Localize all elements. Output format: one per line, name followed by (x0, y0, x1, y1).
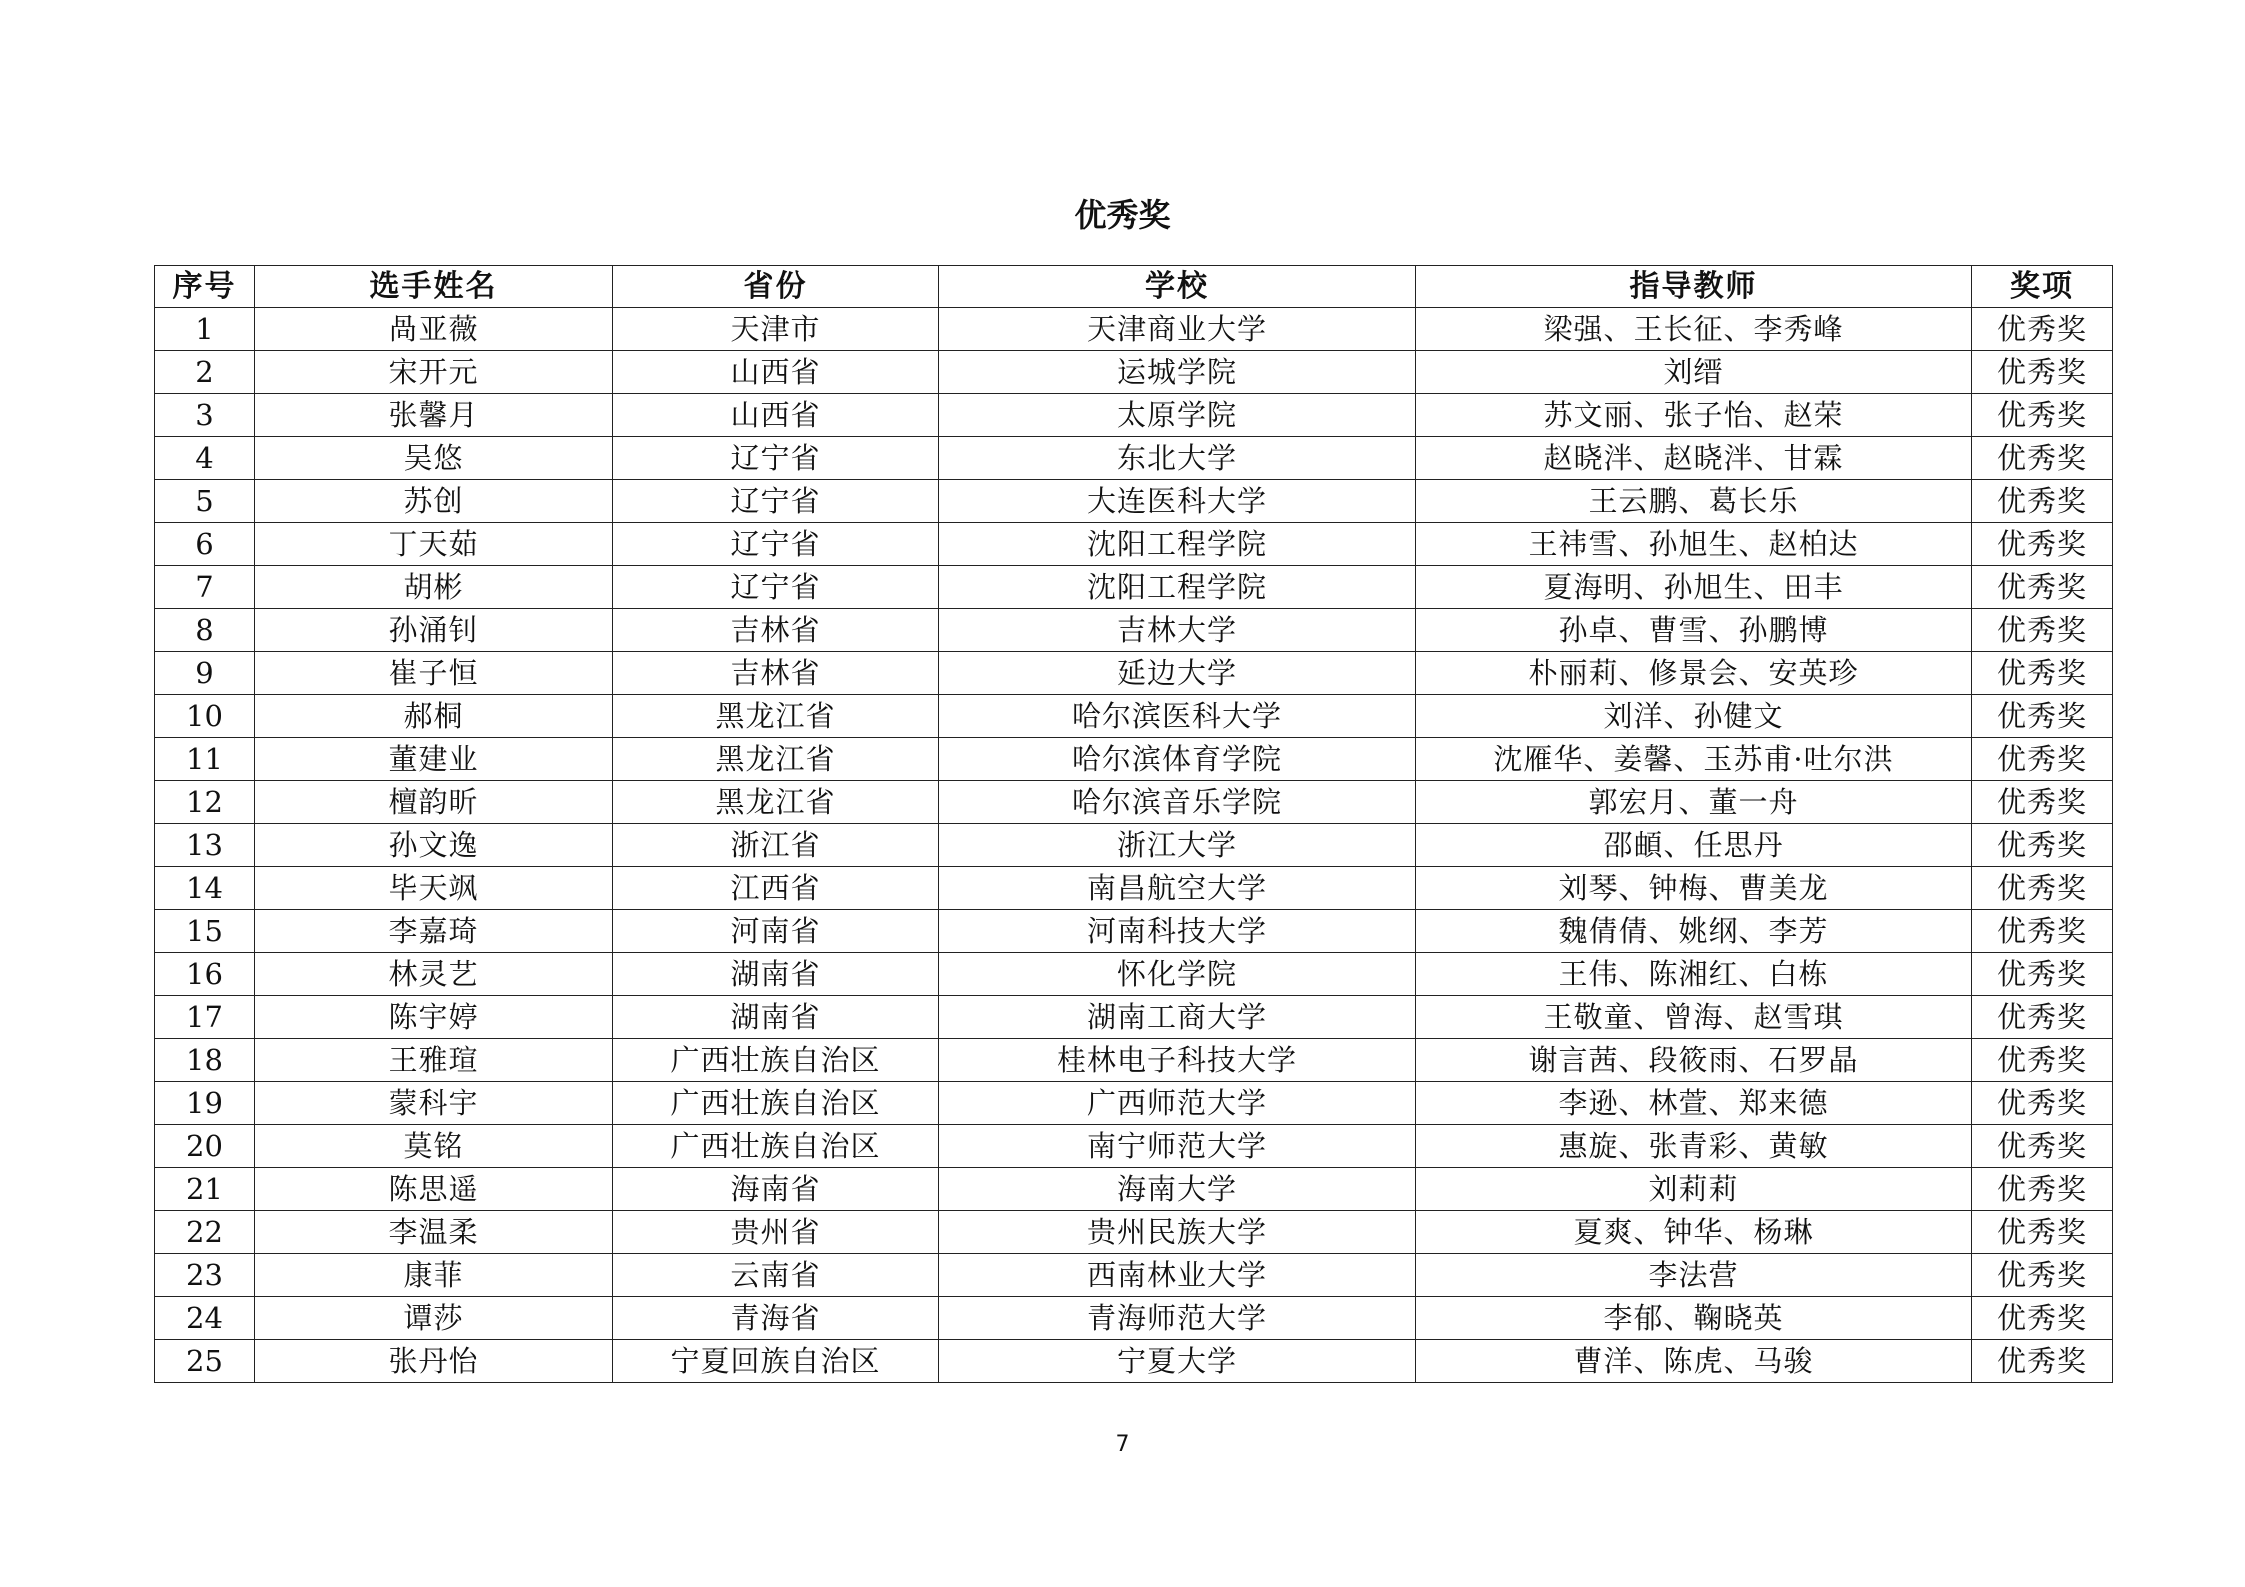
table-row (155, 1340, 2113, 1383)
contestant-name-cell: 张丹怡 (255, 1340, 613, 1383)
instructor-cell: 刘洋、孙健文 (1416, 695, 1972, 738)
province-cell: 吉林省 (613, 609, 939, 652)
table-row (155, 996, 2113, 1039)
table-row (155, 652, 2113, 695)
school-cell: 青海师范大学 (939, 1297, 1416, 1340)
instructor-cell: 夏爽、钟华、杨琳 (1416, 1211, 1972, 1254)
instructor-cell: 刘莉莉 (1416, 1168, 1972, 1211)
table-row (155, 609, 2113, 652)
province-cell: 海南省 (613, 1168, 939, 1211)
serial-number-cell: 7 (155, 566, 255, 609)
instructor-cell: 谢言茜、段筱雨、石罗晶 (1416, 1039, 1972, 1082)
serial-number-cell: 11 (155, 738, 255, 781)
province-cell: 辽宁省 (613, 566, 939, 609)
province-cell: 山西省 (613, 351, 939, 394)
instructor-cell: 魏倩倩、姚纲、李芳 (1416, 910, 1972, 953)
contestant-name-cell: 林灵艺 (255, 953, 613, 996)
table-row (155, 1297, 2113, 1340)
award-cell: 优秀奖 (1972, 1039, 2113, 1082)
contestant-name-cell: 崔子恒 (255, 652, 613, 695)
instructor-cell: 王云鹏、葛长乐 (1416, 480, 1972, 523)
award-cell: 优秀奖 (1972, 652, 2113, 695)
header-serial-number: 序号 (155, 266, 255, 308)
award-cell: 优秀奖 (1972, 1211, 2113, 1254)
serial-number-cell: 18 (155, 1039, 255, 1082)
table-row (155, 910, 2113, 953)
instructor-cell: 夏海明、孙旭生、田丰 (1416, 566, 1972, 609)
instructor-cell: 朴丽莉、修景会、安英珍 (1416, 652, 1972, 695)
table-row (155, 1211, 2113, 1254)
school-cell: 东北大学 (939, 437, 1416, 480)
table-row (155, 824, 2113, 867)
table-row (155, 781, 2113, 824)
award-cell: 优秀奖 (1972, 824, 2113, 867)
instructor-cell: 王祎雪、孙旭生、赵柏达 (1416, 523, 1972, 566)
province-cell: 山西省 (613, 394, 939, 437)
award-cell: 优秀奖 (1972, 308, 2113, 351)
serial-number-cell: 24 (155, 1297, 255, 1340)
contestant-name-cell: 郝桐 (255, 695, 613, 738)
province-cell: 湖南省 (613, 953, 939, 996)
province-cell: 广西壮族自治区 (613, 1082, 939, 1125)
serial-number-cell: 13 (155, 824, 255, 867)
award-cell: 优秀奖 (1972, 1082, 2113, 1125)
contestant-name-cell: 丁天茹 (255, 523, 613, 566)
province-cell: 辽宁省 (613, 480, 939, 523)
award-cell: 优秀奖 (1972, 566, 2113, 609)
serial-number-cell: 9 (155, 652, 255, 695)
serial-number-cell: 6 (155, 523, 255, 566)
province-cell: 湖南省 (613, 996, 939, 1039)
province-cell: 贵州省 (613, 1211, 939, 1254)
award-cell: 优秀奖 (1972, 1254, 2113, 1297)
header-award: 奖项 (1972, 266, 2113, 308)
serial-number-cell: 5 (155, 480, 255, 523)
award-cell: 优秀奖 (1972, 609, 2113, 652)
province-cell: 广西壮族自治区 (613, 1125, 939, 1168)
school-cell: 海南大学 (939, 1168, 1416, 1211)
province-cell: 黑龙江省 (613, 781, 939, 824)
serial-number-cell: 17 (155, 996, 255, 1039)
instructor-cell: 惠旋、张青彩、黄敏 (1416, 1125, 1972, 1168)
serial-number-cell: 21 (155, 1168, 255, 1211)
award-cell: 优秀奖 (1972, 523, 2113, 566)
school-cell: 湖南工商大学 (939, 996, 1416, 1039)
school-cell: 宁夏大学 (939, 1340, 1416, 1383)
contestant-name-cell: 康菲 (255, 1254, 613, 1297)
school-cell: 贵州民族大学 (939, 1211, 1416, 1254)
table-row (155, 953, 2113, 996)
school-cell: 怀化学院 (939, 953, 1416, 996)
table-row (155, 1125, 2113, 1168)
table-row (155, 1039, 2113, 1082)
contestant-name-cell: 苏创 (255, 480, 613, 523)
instructor-cell: 王敬童、曾海、赵雪琪 (1416, 996, 1972, 1039)
serial-number-cell: 25 (155, 1340, 255, 1383)
table-row (155, 1082, 2113, 1125)
instructor-cell: 李郁、鞠晓英 (1416, 1297, 1972, 1340)
contestant-name-cell: 张馨月 (255, 394, 613, 437)
award-cell: 优秀奖 (1972, 953, 2113, 996)
instructor-cell: 孙卓、曹雪、孙鹏博 (1416, 609, 1972, 652)
school-cell: 运城学院 (939, 351, 1416, 394)
contestant-name-cell: 陈思遥 (255, 1168, 613, 1211)
serial-number-cell: 22 (155, 1211, 255, 1254)
award-cell: 优秀奖 (1972, 480, 2113, 523)
table-row (155, 394, 2113, 437)
table-row (155, 1168, 2113, 1211)
table-header (155, 266, 2113, 308)
province-cell: 广西壮族自治区 (613, 1039, 939, 1082)
school-cell: 太原学院 (939, 394, 1416, 437)
award-cell: 优秀奖 (1972, 1125, 2113, 1168)
province-cell: 河南省 (613, 910, 939, 953)
contestant-name-cell: 咼亚薇 (255, 308, 613, 351)
contestant-name-cell: 吴悠 (255, 437, 613, 480)
school-cell: 哈尔滨医科大学 (939, 695, 1416, 738)
province-cell: 江西省 (613, 867, 939, 910)
instructor-cell: 刘琴、钟梅、曹美龙 (1416, 867, 1972, 910)
contestant-name-cell: 谭莎 (255, 1297, 613, 1340)
province-cell: 云南省 (613, 1254, 939, 1297)
instructor-cell: 李法营 (1416, 1254, 1972, 1297)
instructor-cell: 曹洋、陈虎、马骏 (1416, 1340, 1972, 1383)
serial-number-cell: 16 (155, 953, 255, 996)
serial-number-cell: 12 (155, 781, 255, 824)
contestant-name-cell: 莫铭 (255, 1125, 613, 1168)
header-instructor: 指导教师 (1416, 266, 1972, 308)
header-contestant-name: 选手姓名 (255, 266, 613, 308)
award-cell: 优秀奖 (1972, 738, 2113, 781)
contestant-name-cell: 李嘉琦 (255, 910, 613, 953)
province-cell: 青海省 (613, 1297, 939, 1340)
serial-number-cell: 2 (155, 351, 255, 394)
school-cell: 哈尔滨体育学院 (939, 738, 1416, 781)
table-row (155, 308, 2113, 351)
award-cell: 优秀奖 (1972, 437, 2113, 480)
award-cell: 优秀奖 (1972, 996, 2113, 1039)
contestant-name-cell: 檀韵昕 (255, 781, 613, 824)
school-cell: 天津商业大学 (939, 308, 1416, 351)
table-row (155, 566, 2113, 609)
table-row (155, 523, 2113, 566)
school-cell: 南昌航空大学 (939, 867, 1416, 910)
instructor-cell: 沈雁华、姜馨、玉苏甫·吐尔洪 (1416, 738, 1972, 781)
school-cell: 吉林大学 (939, 609, 1416, 652)
school-cell: 南宁师范大学 (939, 1125, 1416, 1168)
serial-number-cell: 3 (155, 394, 255, 437)
province-cell: 黑龙江省 (613, 695, 939, 738)
serial-number-cell: 1 (155, 308, 255, 351)
school-cell: 哈尔滨音乐学院 (939, 781, 1416, 824)
province-cell: 宁夏回族自治区 (613, 1340, 939, 1383)
table-body (155, 308, 2113, 1383)
instructor-cell: 梁强、王长征、李秀峰 (1416, 308, 1972, 351)
serial-number-cell: 10 (155, 695, 255, 738)
award-cell: 优秀奖 (1972, 1297, 2113, 1340)
page-number: 7 (1115, 1432, 1130, 1457)
award-cell: 优秀奖 (1972, 867, 2113, 910)
award-cell: 优秀奖 (1972, 1340, 2113, 1383)
serial-number-cell: 15 (155, 910, 255, 953)
school-cell: 沈阳工程学院 (939, 566, 1416, 609)
serial-number-cell: 19 (155, 1082, 255, 1125)
school-cell: 沈阳工程学院 (939, 523, 1416, 566)
province-cell: 辽宁省 (613, 523, 939, 566)
award-cell: 优秀奖 (1972, 910, 2113, 953)
table-row (155, 738, 2113, 781)
contestant-name-cell: 董建业 (255, 738, 613, 781)
award-cell: 优秀奖 (1972, 695, 2113, 738)
province-cell: 辽宁省 (613, 437, 939, 480)
school-cell: 河南科技大学 (939, 910, 1416, 953)
award-cell: 优秀奖 (1972, 1168, 2113, 1211)
school-cell: 浙江大学 (939, 824, 1416, 867)
contestant-name-cell: 毕天飒 (255, 867, 613, 910)
instructor-cell: 邵頔、任思丹 (1416, 824, 1972, 867)
school-cell: 广西师范大学 (939, 1082, 1416, 1125)
table-row (155, 695, 2113, 738)
province-cell: 天津市 (613, 308, 939, 351)
award-cell: 优秀奖 (1972, 781, 2113, 824)
instructor-cell: 郭宏月、董一舟 (1416, 781, 1972, 824)
instructor-cell: 刘缙 (1416, 351, 1972, 394)
contestant-name-cell: 陈宇婷 (255, 996, 613, 1039)
page-title: 优秀奖 (1074, 196, 1171, 234)
table-row (155, 437, 2113, 480)
table-row (155, 480, 2113, 523)
serial-number-cell: 4 (155, 437, 255, 480)
province-cell: 浙江省 (613, 824, 939, 867)
header-school: 学校 (939, 266, 1416, 308)
school-cell: 桂林电子科技大学 (939, 1039, 1416, 1082)
contestant-name-cell: 李温柔 (255, 1211, 613, 1254)
contestant-name-cell: 胡彬 (255, 566, 613, 609)
serial-number-cell: 23 (155, 1254, 255, 1297)
table-row (155, 1254, 2113, 1297)
instructor-cell: 王伟、陈湘红、白栋 (1416, 953, 1972, 996)
serial-number-cell: 20 (155, 1125, 255, 1168)
province-cell: 吉林省 (613, 652, 939, 695)
school-cell: 延边大学 (939, 652, 1416, 695)
award-cell: 优秀奖 (1972, 351, 2113, 394)
header-province: 省份 (613, 266, 939, 308)
contestant-name-cell: 孙涌钊 (255, 609, 613, 652)
contestant-name-cell: 王雅瑄 (255, 1039, 613, 1082)
serial-number-cell: 14 (155, 867, 255, 910)
table-row (155, 867, 2113, 910)
instructor-cell: 赵晓泮、赵晓泮、甘霖 (1416, 437, 1972, 480)
instructor-cell: 李逊、林萱、郑来德 (1416, 1082, 1972, 1125)
award-table (154, 265, 2113, 1383)
contestant-name-cell: 蒙科宇 (255, 1082, 613, 1125)
contestant-name-cell: 宋开元 (255, 351, 613, 394)
contestant-name-cell: 孙文逸 (255, 824, 613, 867)
serial-number-cell: 8 (155, 609, 255, 652)
school-cell: 大连医科大学 (939, 480, 1416, 523)
province-cell: 黑龙江省 (613, 738, 939, 781)
school-cell: 西南林业大学 (939, 1254, 1416, 1297)
award-cell: 优秀奖 (1972, 394, 2113, 437)
instructor-cell: 苏文丽、张子怡、赵荣 (1416, 394, 1972, 437)
table-row (155, 351, 2113, 394)
header-row (155, 266, 2113, 308)
